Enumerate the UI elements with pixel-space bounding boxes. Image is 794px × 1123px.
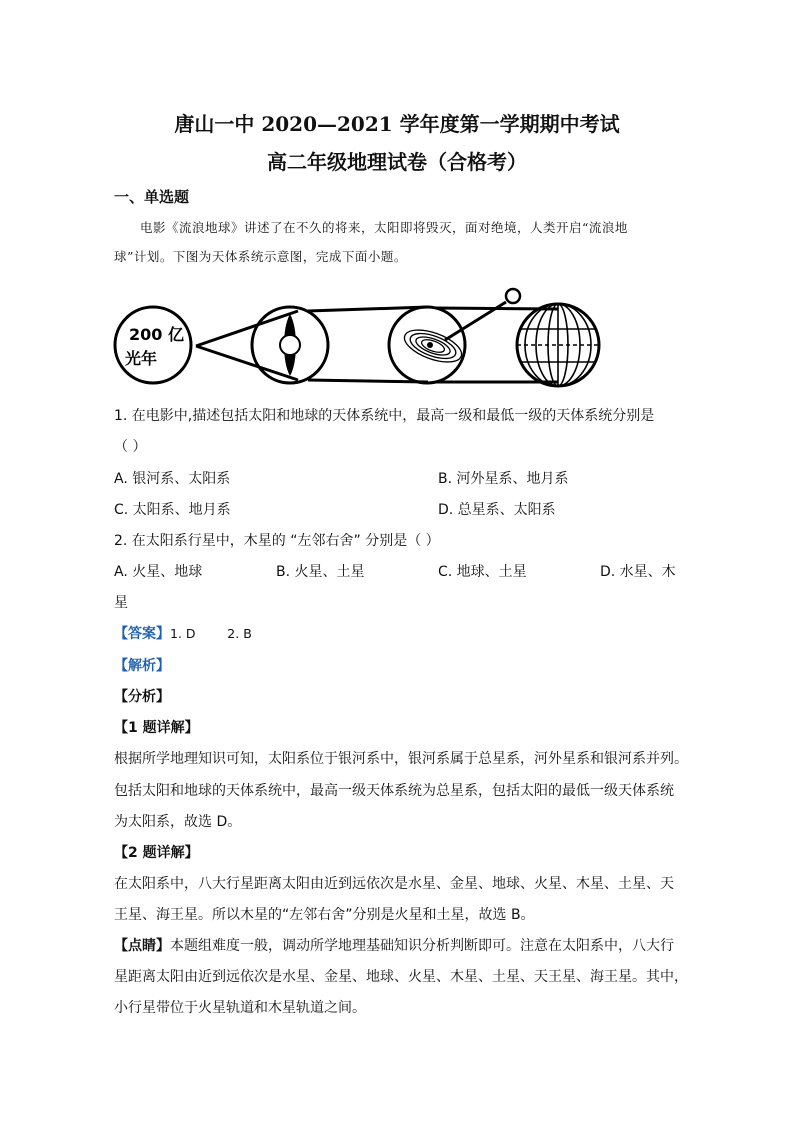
- detail-2-label: 【2 题详解】: [114, 845, 199, 861]
- universe-circle: [115, 307, 191, 383]
- distance-label-line-1: 200 亿: [129, 325, 184, 344]
- answer-label: 【答案】: [114, 626, 170, 642]
- exam-title: 唐山一中 2020—2021 学年度第一学期期中考试: [174, 112, 620, 136]
- comment-line-3: 小行星带位于火星轨道和木星轨道之间。: [114, 1000, 366, 1016]
- distance-label-line-2: 光年: [125, 349, 158, 368]
- detail-1-line-2: 包括太阳和地球的天体系统中，最高一级天体系统为总星系，包括太阳的最低一级天体系统: [114, 783, 674, 799]
- section-heading: 一、单选题: [114, 188, 190, 206]
- comment-line-1: [114, 935, 674, 955]
- detail-2-line-2: 王星、海王星。所以木星的“左邻右舍”分别是火星和土星，故选 B。: [114, 907, 535, 923]
- q2-option-a: A. 火星、地球: [114, 564, 203, 580]
- q1-option-a: A. 银河系、太阳系: [114, 471, 231, 487]
- q2-option-d-wrap: 星: [114, 595, 128, 611]
- comment-text-1: 本题组难度一般，调动所学地理基础知识分析判断即可。注意在太阳系中，八大行: [170, 938, 674, 954]
- question-2-stem: 2. 在太阳系行星中，木星的 “左邻右舍” 分别是（ ）: [114, 533, 440, 549]
- q1-option-b: B. 河外星系、地月系: [438, 471, 569, 487]
- question-1-bracket: （ ）: [114, 439, 147, 455]
- detail-1-line-1: 根据所学地理知识可知，太阳系位于银河系中，银河系属于总星系，河外星系和银河系并列。: [114, 751, 688, 767]
- detail-1-label: 【1 题详解】: [114, 720, 199, 736]
- intro-line-2: 球”计划。下图为天体系统示意图，完成下面小题。: [114, 249, 407, 264]
- small-body-circle: [506, 289, 520, 303]
- question-1-stem: 1. 在电影中,描述包括太阳和地球的天体系统中，最高一级和最低一级的天体系统分别是: [114, 408, 655, 424]
- celestial-system-figure: [110, 284, 610, 400]
- comment-label: 【点睛】: [114, 938, 170, 954]
- breakdown-label: 【分析】: [114, 689, 170, 705]
- q1-option-c: C. 太阳系、地月系: [114, 502, 231, 518]
- q2-option-d: D. 水星、木: [600, 564, 676, 580]
- intro-line-1: 电影《流浪地球》讲述了在不久的将来，太阳即将毁灭，面对绝境，人类开启“流浪地: [140, 220, 628, 235]
- q2-option-c: C. 地球、土星: [438, 564, 527, 580]
- detail-1-line-3: 为太阳系，故选 D。: [114, 814, 242, 830]
- analysis-label: 【解析】: [114, 658, 170, 674]
- q1-option-d: D. 总星系、太阳系: [438, 502, 556, 518]
- comment-line-2: 星距离太阳由近到远依次是水星、金星、地球、火星、木星、土星、天王星、海王星。其中，: [114, 969, 688, 985]
- answer-text: 1. D 2. B: [170, 626, 252, 641]
- answer-line: [114, 623, 252, 643]
- detail-2-line-1: 在太阳系中，八大行星距离太阳由近到远依次是水星、金星、地球、火星、木星、土星、天: [114, 876, 674, 892]
- q2-option-b: B. 火星、土星: [276, 564, 365, 580]
- paper-subtitle: 高二年级地理试卷（合格考）: [267, 150, 527, 174]
